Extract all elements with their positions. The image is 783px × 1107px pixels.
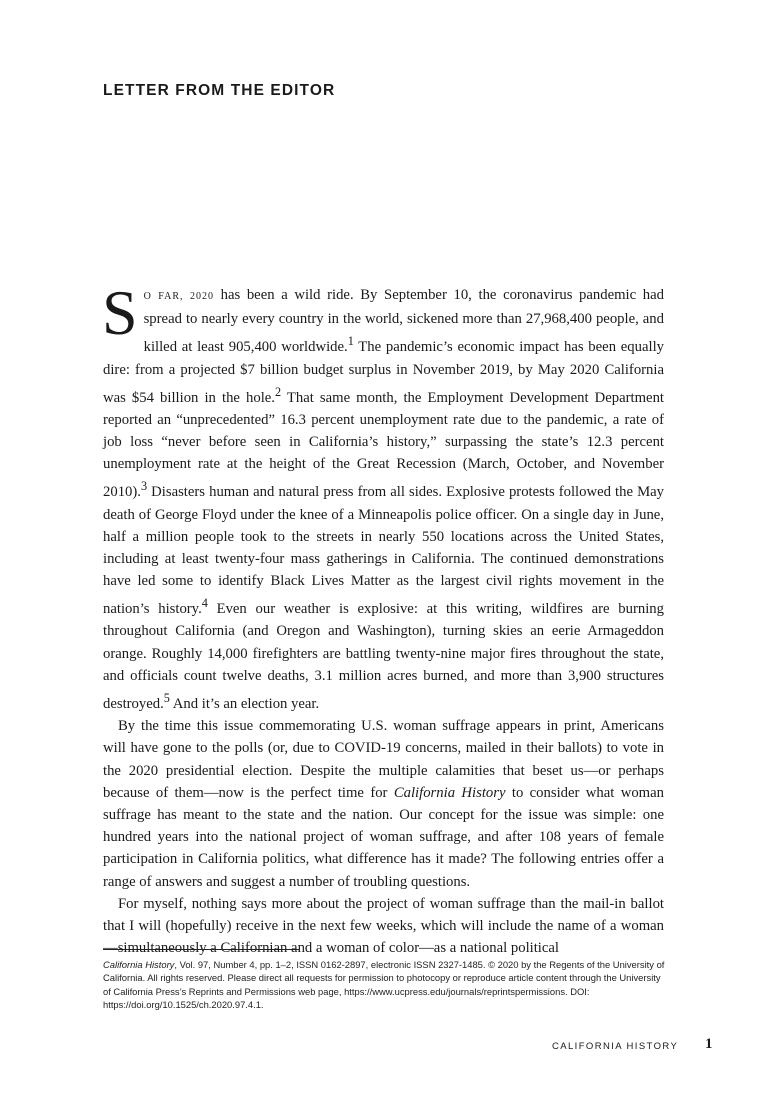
footnote-ref-2: 2 [274,384,282,399]
paragraph-1-text: Even our weather is explosive: at this writing, wildfires are burning throughout California (and Oregon and Washington), turning skies an eerie Armageddon orange. Roughly 14,000 firefighters are battling twenty-nine major fires throughout the state, and officials count twelve deaths, 3.1 million acres burned, and more than 3,900 structures destroyed. [103,601,664,712]
running-footer-title: CALIFORNIA HISTORY [552,1041,679,1052]
paragraph-2-text: to consider what woman suffrage has meant to the state and the nation. Our concept for the issue was simple: one hundred years into the national project of woman suffrage, and after 108 years of female participation in California politics, what difference has it made? The following entries offer a range of answers and suggest a number of troubling questions. [103,784,664,890]
paragraph-1 [102,277,665,715]
paragraph-1-text: Disasters human and natural press from all sides. Explosive protests followed the May death of George Floyd under the knee of a Minneapolis police officer. On a single day in June, half a million people took to the streets in nearly 550 locations across the United States, including at least twenty-four mass gatherings in California. The continued demonstrations have led some to identify Black Lives Matter as the largest civil rights movement in the nation’s history. [103,484,664,618]
paragraph-3: For myself, nothing says more about the project of woman suffrage than the mail-in ballot that I will (hopefully) receive in the next few weeks, which will include the name of a woman—simultaneously a Californian and a woman of color—as a national political [103,895,664,957]
page-title: LETTER FROM THE EDITOR [103,82,336,99]
paragraph-2-text: By the time this issue commemorating U.S. woman suffrage appears in print, Americans will have gone to the polls (or, due to COVID-19 concerns, mailed in their ballots) to vote in the 2020 presidential election. Despite the multiple calamities that beset us—or perhaps because of them—now is the perfect time for [103,718,664,801]
lead-in-smallcaps: O FAR, 2020 [143,291,214,302]
footnote-divider [103,949,299,950]
paragraph-1-text: That same month, the Employment Development Department reported an “unprecedented” 16.3 percent unemployment rate due to the pandemic, a rate of job loss “never before seen in California’s history,” surpassing the state’s 12.3 percent unemployment rate at the height of the Great Recession (March, October, and November 2010). [103,389,665,501]
footnote-ref-1: 1 [347,334,354,349]
paragraph-1-text: has been a wild ride. By September 10, the coronavirus pandemic had spread to nearly every country in the world, sickened more than 27,968,400 people, and killed at least 905,400 worldwide. [143,287,664,356]
footnote-ref-4: 4 [201,596,208,611]
footnote-text: , Vol. 97, Number 4, pp. 1–2, ISSN 0162-2897, electronic ISSN 2327-1485. © 2020 by the Regents of the University of California. All rights reserved. Please direct all requests for permission to photocopy or reproduce article content through the University of California Press’s Reprints and Permissions web page, https://www.ucpress.edu/journals/reprintspermissions. DOI: https://doi.org/10.1525/ch.2020.97.4.1. [103,959,665,1010]
page-number: 1 [705,1036,713,1052]
paragraph-1-text: And it’s an election year. [169,695,320,712]
article-body [102,277,665,959]
footnote-journal-title: California History [103,959,175,970]
drop-cap: S [102,277,138,348]
footnote-ref-5: 5 [163,691,170,706]
footnote-ref-3: 3 [140,479,148,494]
copyright-footnote [103,958,665,1011]
paragraph-2 [103,715,664,893]
journal-title-italic: California History [393,784,506,801]
paragraph-1-text: The pandemic’s economic impact has been equally dire: from a projected $7 billion budget surplus in November 2019, by May 2020 California was $54 billion in the hole. [103,339,664,406]
